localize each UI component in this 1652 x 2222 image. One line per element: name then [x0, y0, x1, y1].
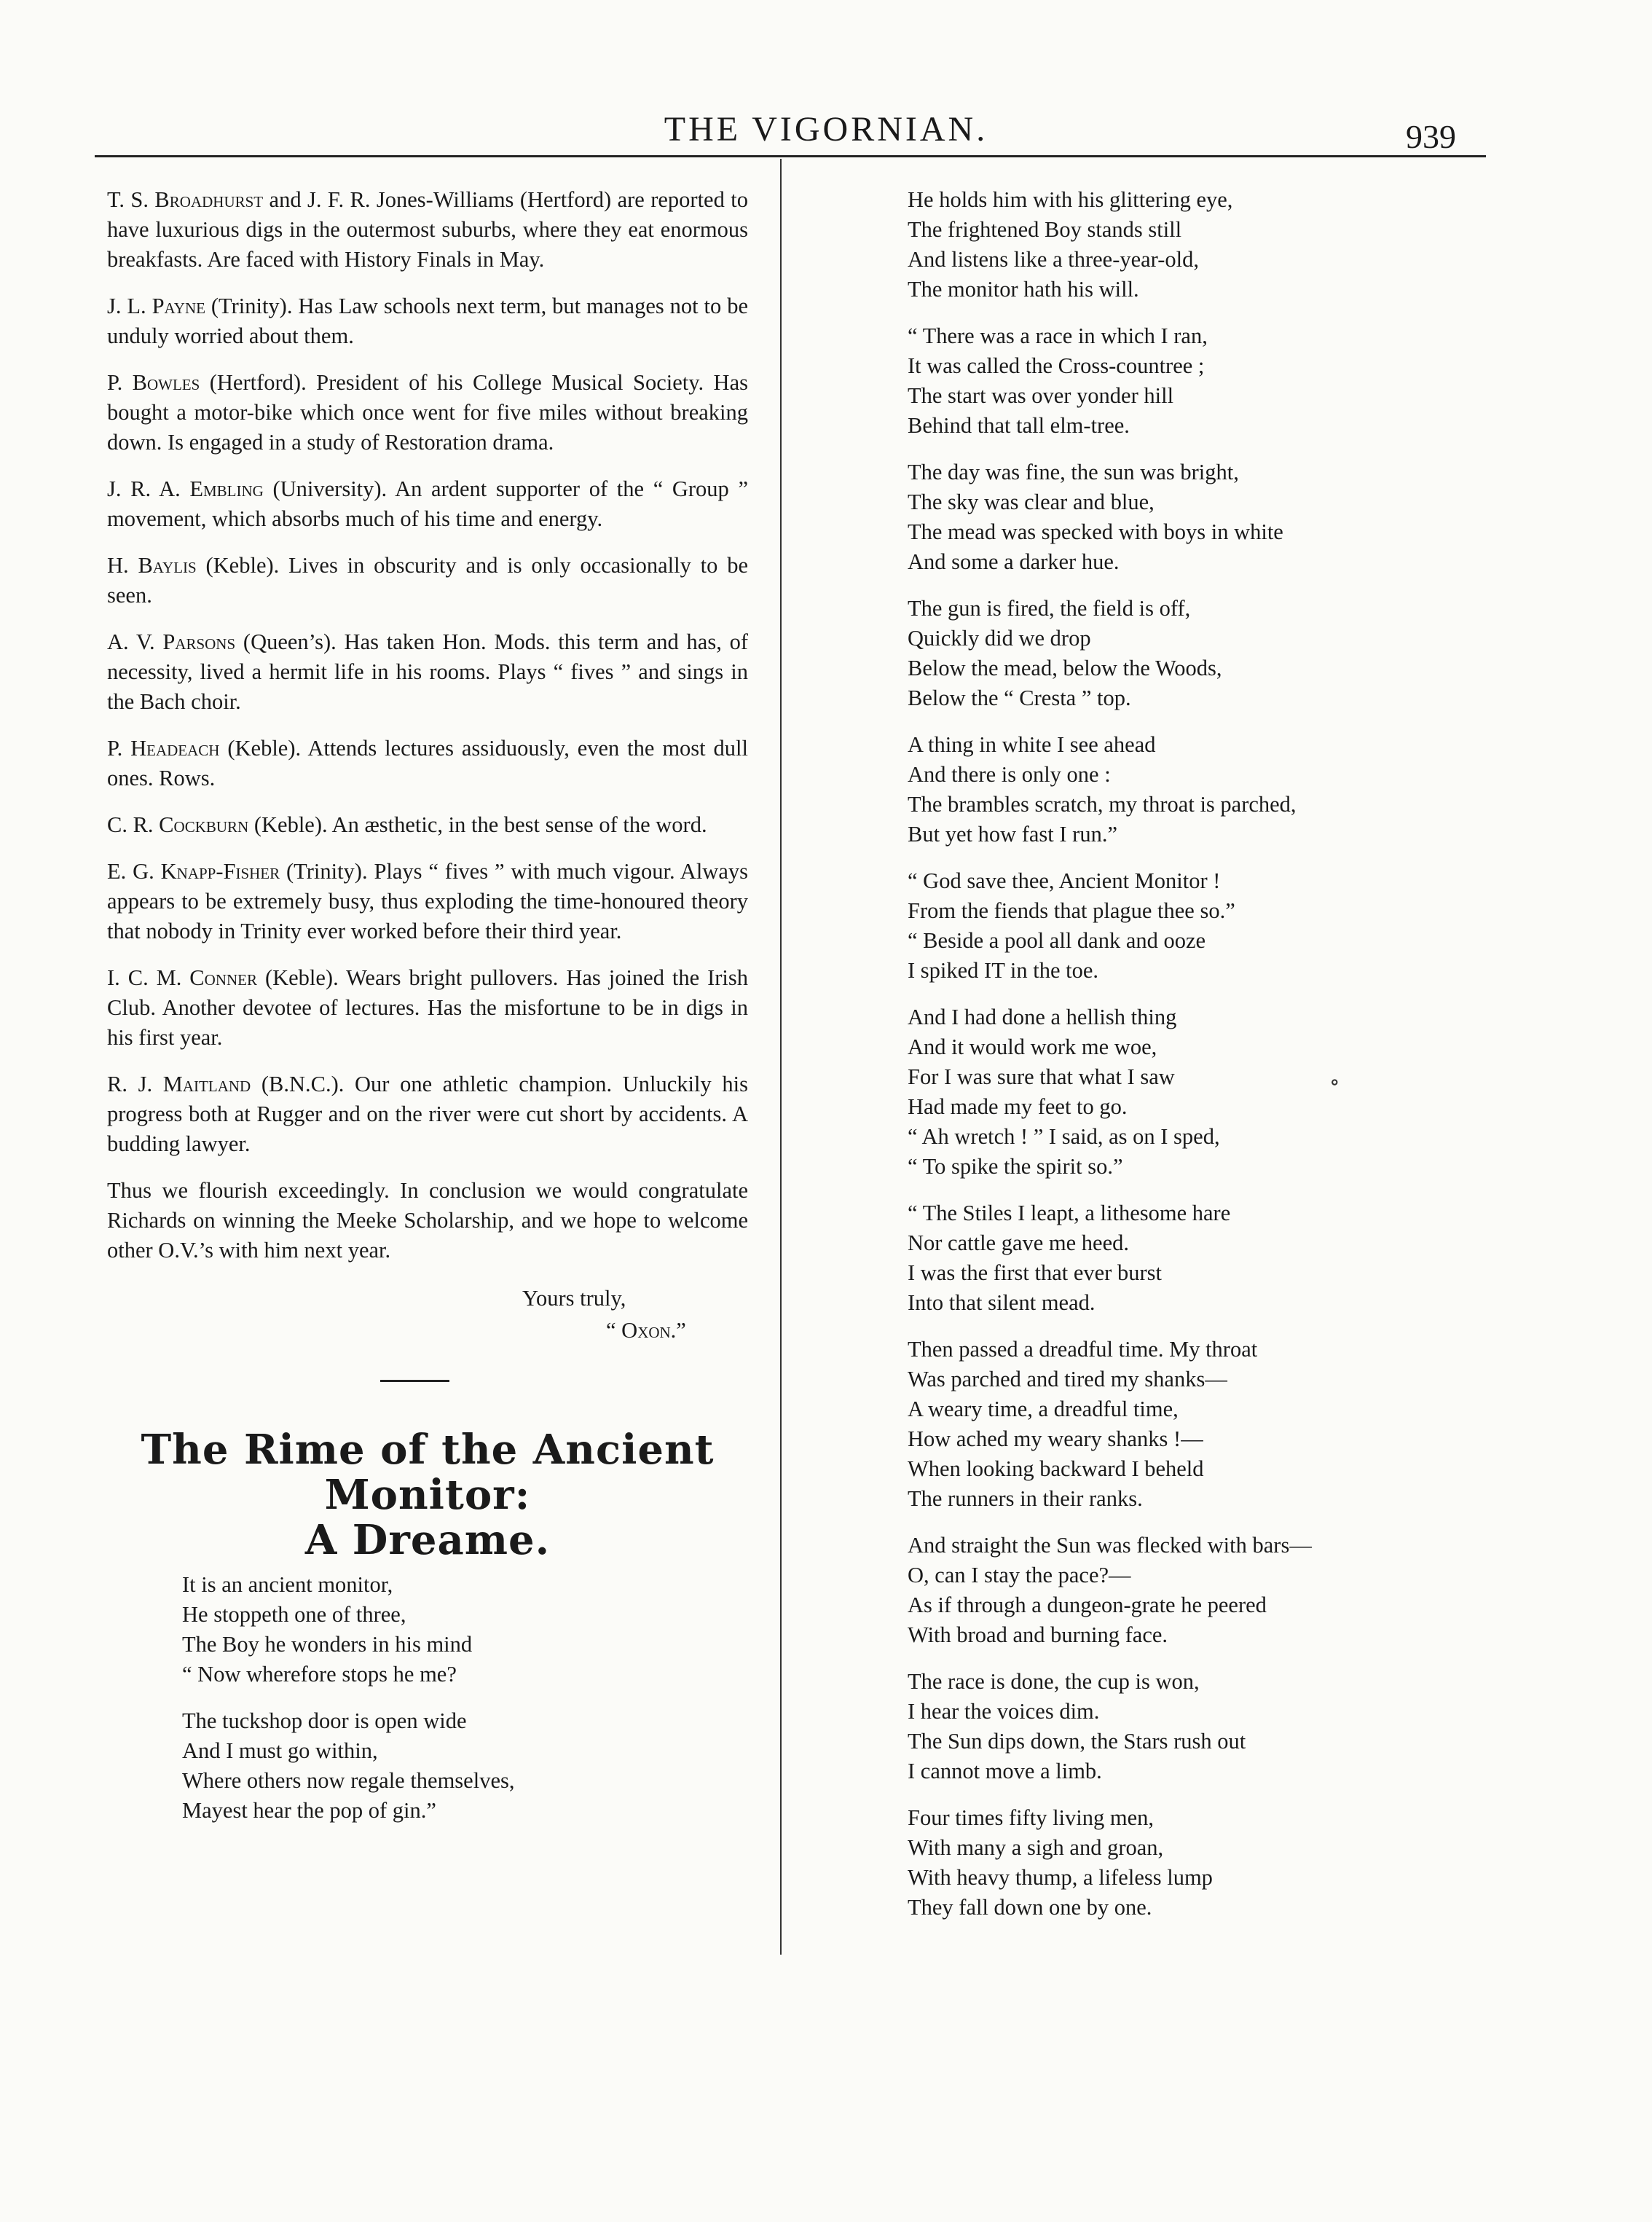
- news-entry: [107, 291, 748, 351]
- poem-line: And some a darker hue.: [908, 549, 1120, 574]
- poem-line: How ached my weary shanks !—: [908, 1426, 1203, 1451]
- entry-name: R. J. Maitland: [107, 1072, 251, 1096]
- left-column: [107, 185, 748, 1842]
- poem-line: But yet how fast I run.”: [908, 822, 1117, 847]
- signoff-line: Yours truly,: [522, 1286, 626, 1311]
- poem-line: And straight the Sun was flecked with bars—: [908, 1533, 1312, 1558]
- news-entry: [107, 185, 748, 275]
- poem-stanza: [908, 1198, 1461, 1318]
- news-entry: [107, 368, 748, 458]
- poem-line: Had made my feet to go.: [908, 1094, 1128, 1119]
- poem-line: The frightened Boy stands still: [908, 217, 1182, 242]
- entry-text: (Keble). Wears bright pullovers. Has joined the Irish Club. Another devotee of lectures. Has the misfortune to be in digs in his first year.: [107, 965, 748, 1050]
- news-entry: [107, 810, 748, 840]
- entry-text: (Hertford). President of his College Musical Society. Has bought a motor-bike which once went for five miles without breaking down. Is engaged in a study of Restoration drama.: [107, 370, 748, 455]
- entry-name: A. V. Parsons: [107, 629, 236, 654]
- poem-line: Where others now regale themselves,: [182, 1768, 515, 1793]
- header-rule: [95, 155, 1486, 157]
- poem-line: Below the “ Cresta ” top.: [908, 686, 1131, 710]
- news-entry: [107, 551, 748, 611]
- poem-stanza: [908, 1002, 1461, 1182]
- poem-line: And I must go within,: [182, 1738, 378, 1763]
- poem-line: Quickly did we drop: [908, 626, 1091, 651]
- poem-line: “ Beside a pool all dank and ooze: [908, 928, 1206, 953]
- poem-stanza: [182, 1706, 748, 1826]
- poem-line: “ To spike the spirit so.”: [908, 1154, 1123, 1179]
- poem-stanza: [182, 1570, 748, 1689]
- news-entry: [107, 963, 748, 1053]
- entry-name: J. R. A. Embling: [107, 476, 264, 501]
- poem-line: A thing in white I see ahead: [908, 732, 1156, 757]
- poem-line: Into that silent mead.: [908, 1290, 1096, 1315]
- news-entry: [107, 857, 748, 946]
- poem-line: A weary time, a dreadful time,: [908, 1397, 1179, 1421]
- poem-line: Nor cattle gave me heed.: [908, 1230, 1130, 1255]
- entry-name: I. C. M. Conner: [107, 965, 257, 990]
- poem-line: The brambles scratch, my throat is parched,: [908, 792, 1297, 817]
- entry-name: E. G. Knapp-Fisher: [107, 859, 280, 884]
- section-separator: [380, 1380, 449, 1382]
- entry-name: H. Baylis: [107, 553, 197, 578]
- poem-stanza: [908, 185, 1461, 305]
- poem-line: As if through a dungeon-grate he peered: [908, 1593, 1267, 1617]
- poem-line: “ The Stiles I leapt, a lithesome hare: [908, 1201, 1231, 1225]
- signoff-signature: [107, 1314, 748, 1346]
- poem-stanza: [908, 730, 1461, 849]
- poem-line: The day was fine, the sun was bright,: [908, 460, 1239, 484]
- poem-line: When looking backward I beheld: [908, 1456, 1204, 1481]
- poem-line: I hear the voices dim.: [908, 1699, 1100, 1724]
- entry-text: (Queen’s). Has taken Hon. Mods. this term and has, of necessity, lived a hermit life in his rooms. Plays “ fives ” and sings in the Bach choir.: [107, 629, 748, 714]
- page-number: 939: [1406, 118, 1456, 155]
- signoff: [107, 1282, 748, 1346]
- poem-line: The sky was clear and blue,: [908, 490, 1155, 514]
- news-entry: [107, 627, 748, 717]
- poem-title-line2: A Dreame.: [304, 1516, 551, 1564]
- entry-text: (Keble). Lives in obscurity and is only occasionally to be seen.: [107, 553, 748, 608]
- poem-line: Mayest hear the pop of gin.”: [182, 1798, 436, 1823]
- poem-line: With many a sigh and groan,: [908, 1835, 1164, 1860]
- poem-title: [107, 1427, 748, 1563]
- poem-stanza: [908, 1335, 1461, 1514]
- stray-mark: ∘: [1324, 1069, 1345, 1096]
- page-header-title: THE VIGORNIAN.: [664, 110, 988, 149]
- poem-line: I spiked IT in the toe.: [908, 958, 1099, 983]
- entry-name: J. L. Payne: [107, 294, 205, 318]
- poem-line: The Sun dips down, the Stars rush out: [908, 1729, 1246, 1754]
- poem-title-line1: The Rime of the Ancient Monitor:: [141, 1426, 715, 1519]
- poem-line: The mead was specked with boys in white: [908, 519, 1283, 544]
- poem-line: It was called the Cross-countree ;: [908, 353, 1205, 378]
- poem-line: It is an ancient monitor,: [182, 1572, 393, 1597]
- poem-stanza: [908, 458, 1461, 577]
- entry-text: and J. F. R. Jones-Williams (Hertford) are reported to have luxurious digs in the outermost suburbs, where they eat enormous breakfasts. Are faced with History Finals in May.: [107, 187, 748, 272]
- poem-stanza: [908, 321, 1461, 441]
- poem-stanza: [908, 866, 1461, 986]
- poem-line: O, can I stay the pace?—: [908, 1563, 1131, 1587]
- entry-name: P. Headeach: [107, 736, 220, 761]
- entry-name: C. R. Cockburn: [107, 812, 249, 837]
- entry-text: (Keble). An æsthetic, in the best sense of the word.: [248, 812, 707, 837]
- poem-line: Behind that tall elm-tree.: [908, 413, 1130, 438]
- poem-line: Was parched and tired my shanks—: [908, 1367, 1227, 1391]
- poem-line: The Boy he wonders in his mind: [182, 1632, 473, 1657]
- poem-line: With heavy thump, a lifeless lump: [908, 1865, 1213, 1890]
- poem-line: And it would work me woe,: [908, 1035, 1157, 1059]
- news-entry: [107, 1069, 748, 1159]
- poem-stanza: [908, 1803, 1461, 1923]
- poem-line: I cannot move a limb.: [908, 1759, 1102, 1783]
- poem-line: They fall down one by one.: [908, 1895, 1152, 1920]
- poem-stanzas-right: [908, 185, 1461, 1939]
- poem-line: Below the mead, below the Woods,: [908, 656, 1222, 680]
- entry-text: (B.N.C.). Our one athletic champion. Unluckily his progress both at Rugger and on the river were cut short by accidents. A budding lawyer.: [107, 1072, 748, 1156]
- poem-line: And there is only one :: [908, 762, 1111, 787]
- poem-stanza: [908, 1667, 1461, 1786]
- poem-line: The tuckshop door is open wide: [182, 1708, 467, 1733]
- entry-name: T. S. Broadhurst: [107, 187, 264, 212]
- poem-stanza: [908, 1531, 1461, 1650]
- poem-line: From the fiends that plague thee so.”: [908, 898, 1235, 923]
- poem-line: For I was sure that what I saw: [908, 1064, 1175, 1089]
- poem-line: And listens like a three-year-old,: [908, 247, 1199, 272]
- entry-text: (Trinity). Plays “ fives ” with much vigour. Always appears to be extremely busy, thus exploding the time-honoured theory that nobody in Trinity ever worked before their third year.: [107, 859, 748, 943]
- poem-line: “ There was a race in which I ran,: [908, 323, 1208, 348]
- poem-line: Then passed a dreadful time. My throat: [908, 1337, 1258, 1362]
- entry-text: (Keble). Attends lectures assiduously, even the most dull ones. Rows.: [107, 736, 748, 790]
- poem-line: The race is done, the cup is won,: [908, 1669, 1200, 1694]
- signature-name: “ Oxon.”: [606, 1318, 686, 1343]
- column-divider: [780, 159, 782, 1955]
- poem-line: Four times fifty living men,: [908, 1805, 1155, 1830]
- entry-text: (Trinity). Has Law schools next term, but manages not to be unduly worried about them.: [107, 294, 748, 348]
- poem-line: He holds him with his glittering eye,: [908, 187, 1233, 212]
- news-entry: [107, 474, 748, 534]
- poem-line: “ Now wherefore stops he me?: [182, 1662, 457, 1687]
- poem-line: The start was over yonder hill: [908, 383, 1174, 408]
- poem-line: The runners in their ranks.: [908, 1486, 1143, 1511]
- poem-line: I was the first that ever burst: [908, 1260, 1162, 1285]
- conclusion-paragraph: Thus we flourish exceedingly. In conclusion we would congratulate Richards on winning the Meeke Scholarship, and we hope to welcome other O.V.’s with him next year.: [107, 1178, 748, 1263]
- oxford-news-entries: [107, 185, 748, 1159]
- poem-line: “ Ah wretch ! ” I said, as on I sped,: [908, 1124, 1220, 1149]
- poem-stanzas-left: [182, 1570, 748, 1826]
- poem-line: The gun is fired, the field is off,: [908, 596, 1191, 621]
- poem-line: “ God save thee, Ancient Monitor !: [908, 868, 1221, 893]
- poem-line: With broad and burning face.: [908, 1622, 1168, 1647]
- poem-line: And I had done a hellish thing: [908, 1005, 1177, 1029]
- poem-stanza: [908, 594, 1461, 713]
- poem-line: The monitor hath his will.: [908, 277, 1139, 302]
- entry-text: (University). An ardent supporter of the “ Group ” movement, which absorbs much of his time and energy.: [107, 476, 748, 531]
- news-entry: [107, 734, 748, 793]
- entry-name: P. Bowles: [107, 370, 200, 395]
- poem-line: He stoppeth one of three,: [182, 1602, 406, 1627]
